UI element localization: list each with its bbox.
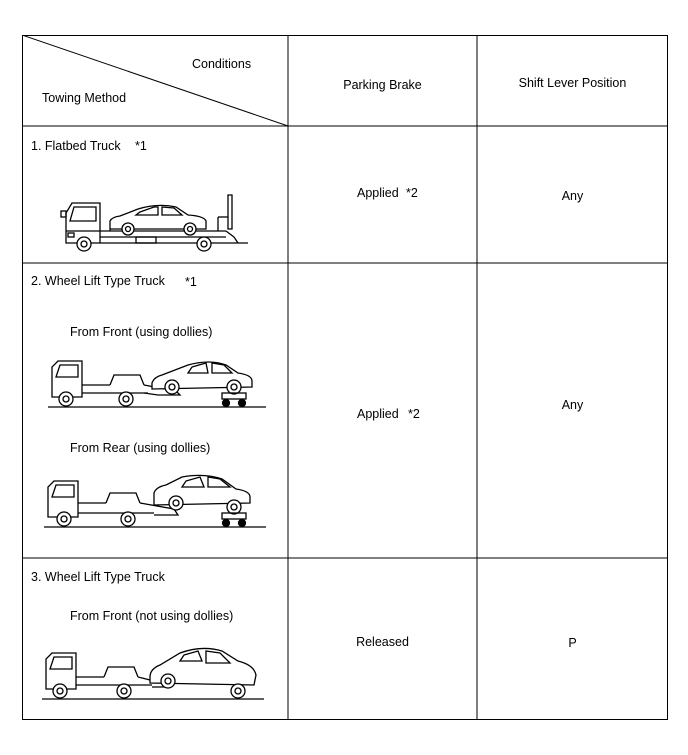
row3-method: 3. Wheel Lift Type Truck [31, 570, 165, 584]
wheel-lift-rear-dollies-illustration [44, 473, 266, 531]
row3-parking-brake: Released [356, 635, 409, 649]
row3-shift: P [568, 636, 577, 650]
row1-method: 1. Flatbed Truck [31, 139, 121, 153]
row2-method: 2. Wheel Lift Type Truck [31, 274, 165, 288]
wheel-lift-front-no-dollies-illustration [42, 647, 264, 703]
header-parking-brake: Parking Brake [343, 78, 422, 92]
row2-parking-note: *2 [408, 407, 420, 421]
header-conditions: Conditions [192, 57, 252, 71]
header-diagonal [22, 35, 288, 126]
row1-parking-brake: Applied [357, 186, 399, 200]
row2-sub-rear: From Rear (using dollies) [70, 441, 211, 455]
row2-note: *1 [185, 275, 197, 289]
row3-sub-front: From Front (not using dollies) [70, 609, 234, 623]
row1-note: *1 [135, 139, 147, 153]
towing-table [22, 35, 668, 720]
row2-sub-front: From Front (using dollies) [70, 325, 213, 339]
header-towing-method: Towing Method [42, 91, 127, 105]
row2-parking-brake: Applied [357, 407, 399, 421]
header-shift-lever: Shift Lever Position [518, 76, 627, 90]
row1-parking-note: *2 [406, 186, 418, 200]
row2-shift: Any [561, 398, 584, 412]
wheel-lift-front-dollies-illustration [48, 355, 266, 411]
flatbed-truck-illustration [58, 185, 248, 257]
row1-shift: Any [561, 189, 584, 203]
